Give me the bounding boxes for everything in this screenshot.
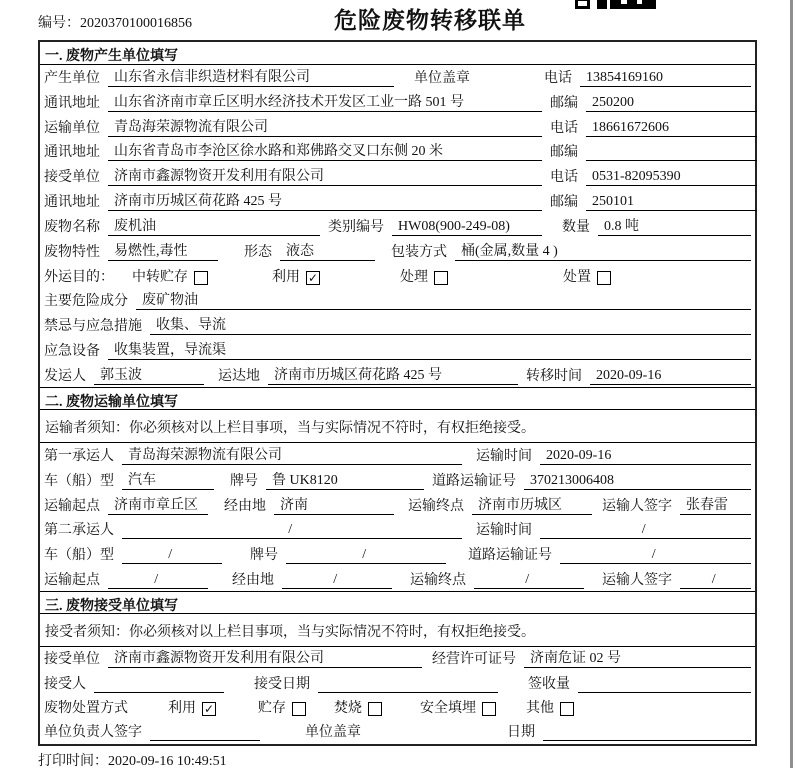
zip-label: 邮编 bbox=[550, 95, 578, 111]
route1-row bbox=[40, 493, 755, 518]
purpose-option-transfer-storage bbox=[132, 266, 208, 286]
option-label: 利用 bbox=[168, 700, 196, 716]
unit-stamp-label: 单位盖章 bbox=[414, 70, 470, 86]
form-value: 液态 bbox=[280, 240, 375, 261]
hazard-components-label: 主要危险成分 bbox=[44, 294, 128, 310]
vehicle-type-value: / bbox=[122, 547, 222, 564]
packing-label: 包装方式 bbox=[391, 244, 447, 260]
section-3-title: 三. 废物接受单位填写 bbox=[45, 599, 178, 615]
print-time bbox=[38, 750, 227, 770]
carrier2-row bbox=[40, 518, 755, 543]
serial-label: 编号： bbox=[38, 16, 80, 31]
transport-time-value: / bbox=[540, 522, 751, 539]
address-label: 通讯地址 bbox=[44, 145, 100, 161]
purpose-option-treat bbox=[400, 266, 448, 286]
acceptor-value bbox=[94, 676, 224, 693]
hazard-components-row bbox=[40, 289, 755, 314]
dispatcher-value: 郭玉波 bbox=[94, 364, 204, 385]
taboo-measures-value: 收集、导流 bbox=[150, 314, 751, 335]
waste-traits-value: 易燃性,毒性 bbox=[108, 240, 218, 261]
checkbox-checked-icon: ✓ bbox=[307, 270, 319, 285]
transport-time-label: 运输时间 bbox=[476, 523, 532, 539]
option-label: 安全填埋 bbox=[420, 700, 476, 716]
received-quantity-value bbox=[578, 676, 751, 693]
received-quantity-label: 签收量 bbox=[528, 676, 570, 692]
disposal-method-row bbox=[40, 696, 755, 720]
address-label: 通讯地址 bbox=[44, 195, 100, 211]
print-time-label: 打印时间： bbox=[38, 754, 108, 769]
route-end-value: 济南市历城区 bbox=[472, 494, 592, 515]
receiver-notice: 接受者须知：你必须核对以上栏目事项，当与实际情况不符时，有权拒绝接受。 bbox=[40, 614, 755, 647]
purpose-row bbox=[40, 264, 755, 289]
phone-label: 电话 bbox=[550, 170, 578, 186]
transporter-zip-value bbox=[586, 144, 757, 161]
carrier-signature-label: 运输人签字 bbox=[602, 498, 672, 514]
carrier1-label: 第一承运人 bbox=[44, 448, 114, 464]
road-license-value: 370213006408 bbox=[524, 473, 751, 490]
carrier2-label: 第二承运人 bbox=[44, 523, 114, 539]
accept-date-label: 接受日期 bbox=[254, 676, 310, 692]
disposal-method-label: 废物处置方式 bbox=[44, 700, 128, 716]
waste-traits-label: 废物特性 bbox=[44, 244, 100, 260]
option-label: 贮存 bbox=[258, 700, 286, 716]
accepting-unit-label: 接受单位 bbox=[44, 652, 100, 668]
producer-zip-value: 250200 bbox=[586, 95, 757, 112]
receiver-phone-group bbox=[550, 166, 757, 186]
checkbox-icon bbox=[482, 702, 496, 716]
responsible-signature-row bbox=[40, 720, 755, 744]
packing-value: 桶(金属,数量 4 ) bbox=[455, 240, 751, 261]
section-1-title: 一. 废物产生单位填写 bbox=[45, 49, 178, 64]
transfer-manifest-form bbox=[38, 40, 757, 746]
responsible-signature-label: 单位负责人签字 bbox=[44, 725, 142, 741]
option-label: 利用 bbox=[272, 269, 300, 285]
producer-phone-group bbox=[544, 67, 751, 87]
print-time-value: 2020-09-16 10:49:51 bbox=[108, 754, 227, 769]
quantity-label: 数量 bbox=[562, 219, 590, 235]
vehicle-type-label: 车（船）型 bbox=[44, 473, 114, 489]
responsible-signature-value bbox=[150, 724, 260, 741]
destination-value: 济南市历城区荷花路 425 号 bbox=[268, 364, 518, 385]
serial-value: 2020370100016856 bbox=[80, 16, 192, 31]
producer-phone-value: 13854169160 bbox=[580, 70, 751, 87]
section-2-header bbox=[40, 387, 755, 410]
producer-address-row bbox=[40, 90, 755, 115]
option-label: 处置 bbox=[563, 269, 591, 285]
producer-address-value: 山东省济南市章丘区明水经济技术开发区工业一路 501 号 bbox=[108, 91, 542, 112]
vehicle1-row bbox=[40, 468, 755, 493]
waste-traits-row bbox=[40, 239, 755, 264]
taboo-measures-label: 禁忌与应急措施 bbox=[44, 319, 142, 335]
disposal-option-other bbox=[526, 697, 574, 717]
section-3-header bbox=[40, 591, 755, 614]
disposal-option-incinerate bbox=[334, 697, 382, 717]
emergency-equipment-value: 收集装置，导流渠 bbox=[108, 339, 751, 360]
disposal-option-landfill bbox=[420, 697, 496, 717]
route-end-label: 运输终点 bbox=[410, 573, 466, 589]
transporter-address-value: 山东省青岛市李沧区徐水路和郑佛路交叉口东侧 20 米 bbox=[108, 140, 542, 161]
permit-number-label: 经营许可证号 bbox=[432, 652, 516, 668]
transfer-time-value: 2020-09-16 bbox=[590, 368, 751, 385]
checkbox-icon bbox=[434, 271, 448, 285]
purpose-option-utilize bbox=[272, 266, 320, 286]
carrier1-row bbox=[40, 443, 755, 468]
plate-label: 牌号 bbox=[250, 548, 278, 564]
carrier-signature-label: 运输人签字 bbox=[602, 573, 672, 589]
waste-name-row bbox=[40, 214, 755, 239]
route2-row bbox=[40, 567, 755, 592]
emergency-equipment-row bbox=[40, 338, 755, 363]
section-1-header bbox=[40, 42, 755, 65]
receiver-row bbox=[40, 164, 755, 189]
vehicle-type-label: 车（船）型 bbox=[44, 548, 114, 564]
hazard-components-value: 废矿物油 bbox=[136, 289, 751, 310]
receiver-zip-group bbox=[550, 191, 757, 211]
receiver-value: 济南市鑫源物资开发利用有限公司 bbox=[108, 165, 542, 186]
route-end-value: / bbox=[474, 572, 584, 589]
zip-label: 邮编 bbox=[550, 195, 578, 211]
receiver-address-value: 济南市历城区荷花路 425 号 bbox=[108, 190, 542, 211]
accept-date-value bbox=[318, 676, 498, 693]
vehicle2-row bbox=[40, 542, 755, 567]
unit-stamp-label: 单位盖章 bbox=[305, 725, 361, 741]
destination-label: 运达地 bbox=[218, 368, 260, 384]
receiver-address-row bbox=[40, 189, 755, 214]
date-value bbox=[543, 724, 751, 741]
phone-label: 电话 bbox=[544, 70, 572, 86]
vehicle-type-value: 汽车 bbox=[122, 469, 214, 490]
transporter-address-row bbox=[40, 140, 755, 165]
checkbox-icon bbox=[194, 271, 208, 285]
producer-label: 产生单位 bbox=[44, 70, 100, 86]
route-start-label: 运输起点 bbox=[44, 573, 100, 589]
quantity-value: 0.8 吨 bbox=[598, 215, 751, 236]
plate-label: 牌号 bbox=[230, 473, 258, 489]
dispatch-row bbox=[40, 363, 755, 388]
road-license-value: / bbox=[560, 547, 751, 564]
transfer-time-label: 转移时间 bbox=[526, 368, 582, 384]
page-title: 危险废物转移联单 bbox=[334, 8, 526, 33]
carrier1-value: 青岛海荣源物流有限公司 bbox=[122, 444, 462, 465]
transporter-value: 青岛海荣源物流有限公司 bbox=[108, 116, 542, 137]
checkbox-icon bbox=[560, 702, 574, 716]
option-label: 处理 bbox=[400, 269, 428, 285]
route-end-label: 运输终点 bbox=[408, 498, 464, 514]
acceptor-label: 接受人 bbox=[44, 676, 86, 692]
transporter-phone-group bbox=[550, 117, 757, 137]
receiver-zip-value: 250101 bbox=[586, 194, 757, 211]
qr-code-icon bbox=[575, 0, 657, 9]
route-start-value: / bbox=[108, 572, 208, 589]
transporter-unit-label: 运输单位 bbox=[44, 120, 100, 136]
route-via-label: 经由地 bbox=[224, 498, 266, 514]
address-label: 通讯地址 bbox=[44, 95, 100, 111]
window-edge bbox=[790, 0, 793, 768]
date-label: 日期 bbox=[507, 725, 535, 741]
transporter-zip-group bbox=[550, 141, 757, 161]
producer-zip-group bbox=[550, 92, 757, 112]
emergency-equipment-label: 应急设备 bbox=[44, 344, 100, 360]
route-via-value: / bbox=[282, 572, 392, 589]
taboo-measures-row bbox=[40, 313, 755, 338]
transporter-row bbox=[40, 115, 755, 140]
purpose-option-dispose bbox=[563, 266, 611, 286]
acceptor-row bbox=[40, 671, 755, 695]
carrier-signature-value: / bbox=[680, 572, 751, 589]
option-label: 焚烧 bbox=[334, 700, 362, 716]
section-2-title: 二. 废物运输单位填写 bbox=[45, 394, 178, 410]
transporter-notice: 运输者须知：你必须核对以上栏目事项，当与实际情况不符时，有权拒绝接受。 bbox=[40, 410, 755, 443]
dispatcher-label: 发运人 bbox=[44, 368, 86, 384]
carrier-signature-value: 张春雷 bbox=[680, 494, 751, 515]
route-via-label: 经由地 bbox=[232, 573, 274, 589]
accepting-unit-value: 济南市鑫源物资开发利用有限公司 bbox=[108, 647, 422, 668]
form-label: 形态 bbox=[244, 244, 272, 260]
producer-value: 山东省永信非织造材料有限公司 bbox=[108, 66, 394, 87]
route-start-value: 济南市章丘区 bbox=[108, 494, 208, 515]
checkbox-icon bbox=[368, 702, 382, 716]
route-start-label: 运输起点 bbox=[44, 498, 100, 514]
road-license-label: 道路运输证号 bbox=[432, 473, 516, 489]
waste-name-value: 废机油 bbox=[108, 215, 320, 236]
category-code-label: 类别编号 bbox=[328, 219, 384, 235]
zip-label: 邮编 bbox=[550, 145, 578, 161]
purpose-label: 外运目的： bbox=[44, 269, 114, 285]
producer-row bbox=[40, 65, 755, 90]
checkbox-icon bbox=[597, 271, 611, 285]
transport-time-label: 运输时间 bbox=[476, 448, 532, 464]
carrier2-value: / bbox=[122, 522, 462, 539]
accepting-unit-row bbox=[40, 647, 755, 671]
route-via-value: 济南 bbox=[274, 494, 394, 515]
checkbox-icon bbox=[292, 702, 306, 716]
transport-time-value: 2020-09-16 bbox=[540, 448, 751, 465]
waste-name-label: 废物名称 bbox=[44, 219, 100, 235]
receiver-phone-value: 0531-82095390 bbox=[586, 169, 757, 186]
transporter-phone-value: 18661672606 bbox=[586, 120, 757, 137]
plate-value: 鲁 UK8120 bbox=[266, 469, 424, 490]
permit-number-value: 济南危证 02 号 bbox=[524, 647, 751, 668]
road-license-label: 道路运输证号 bbox=[468, 548, 552, 564]
category-code-value: HW08(900-249-08) bbox=[392, 219, 542, 236]
checkbox-checked-icon: ✓ bbox=[203, 701, 215, 716]
phone-label: 电话 bbox=[550, 120, 578, 136]
plate-value: / bbox=[286, 547, 446, 564]
receiver-unit-label: 接受单位 bbox=[44, 170, 100, 186]
option-label: 中转贮存 bbox=[132, 269, 188, 285]
disposal-option-store bbox=[258, 697, 306, 717]
option-label: 其他 bbox=[526, 700, 554, 716]
disposal-option-utilize bbox=[168, 697, 216, 717]
